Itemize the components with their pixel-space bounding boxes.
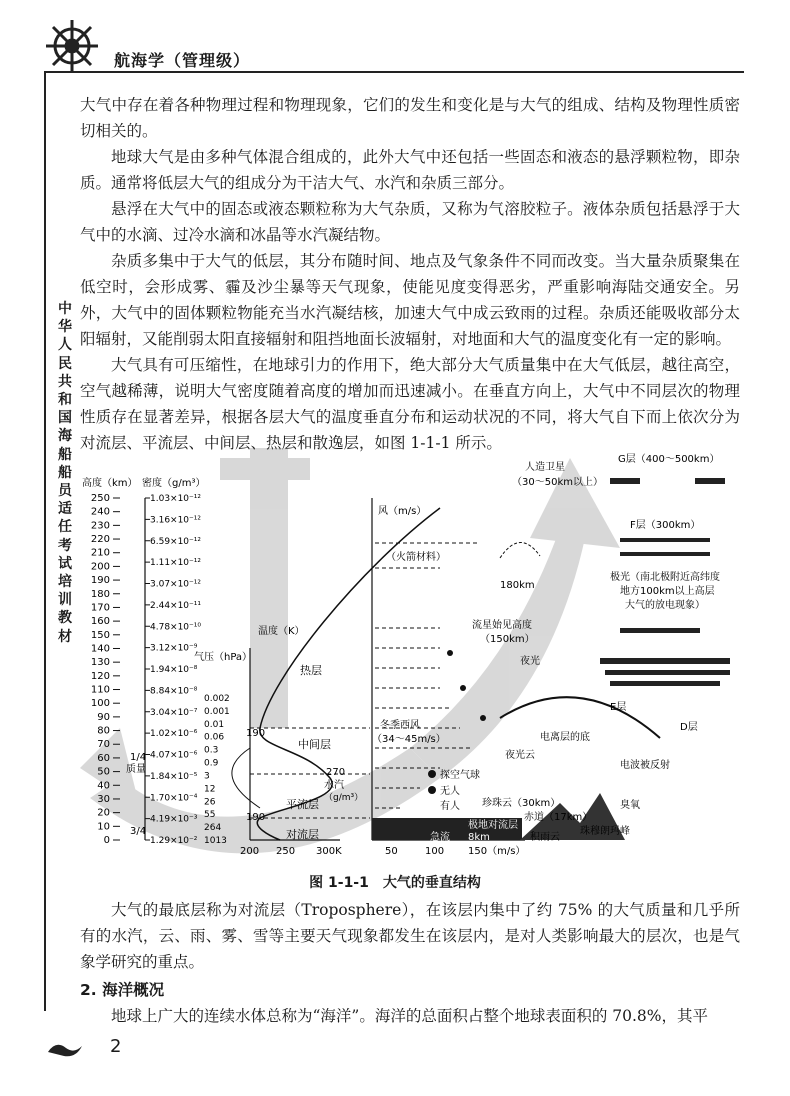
layer-label: 热层 bbox=[300, 664, 322, 677]
height-tick: 30 bbox=[97, 793, 110, 805]
winter-wind-label: （34～45m/s） bbox=[372, 734, 446, 745]
height-tick: 230 bbox=[90, 520, 110, 532]
polar-label: 极地对流层 bbox=[468, 820, 518, 831]
everest-label: 珠穆朗玛峰 bbox=[580, 826, 630, 837]
height-tick: 210 bbox=[90, 547, 110, 559]
height-tick: 100 bbox=[90, 698, 110, 710]
density-tick: 8.84×10⁻⁸ bbox=[150, 686, 198, 697]
height-tick: 120 bbox=[90, 670, 110, 682]
height-tick: 50 bbox=[97, 766, 110, 778]
nacreous-label: 珍珠云（30km） bbox=[482, 798, 561, 809]
density-tick: 4.07×10⁻⁶ bbox=[150, 750, 198, 761]
f-layer-label: F层（300km） bbox=[630, 520, 701, 531]
mass-label: 1/4 bbox=[130, 752, 147, 763]
height-tick: 130 bbox=[90, 657, 110, 669]
running-title: 航海学（管理级） bbox=[114, 51, 251, 70]
rocket-label: （火箭材料） bbox=[386, 552, 446, 563]
density-tick: 1.29×10⁻² bbox=[150, 836, 198, 846]
pressure-tick: 1013 bbox=[204, 836, 227, 846]
mass-label: 3/4 bbox=[130, 826, 147, 837]
mass-label: 质量 bbox=[126, 764, 146, 775]
pressure-tick: 0.01 bbox=[204, 719, 225, 730]
density-tick: 1.94×10⁻⁸ bbox=[150, 665, 198, 675]
aurora-label: 大气的放电现象） bbox=[625, 600, 705, 611]
density-tick: 1.02×10⁻⁶ bbox=[150, 729, 198, 740]
temp-tick: 200 bbox=[240, 846, 260, 857]
temp-mark: 190 bbox=[246, 728, 266, 739]
height-axis-label: 高度（km） bbox=[82, 478, 138, 489]
height-tick: 190 bbox=[90, 575, 110, 587]
vapor-unit: （g/m³） bbox=[324, 793, 364, 803]
pressure-tick: 26 bbox=[204, 797, 216, 808]
cumulonimbus-label: 积雨云 bbox=[530, 832, 560, 843]
meteor-label: 流星始见高度 bbox=[472, 620, 532, 631]
paragraph: 地球上广大的连续水体总称为“海洋”。海洋的总面积占整个地球表面积的 70.8%，其平 bbox=[111, 1007, 709, 1025]
pressure-tick: 55 bbox=[204, 810, 216, 821]
satellite-range: （30～50km以上） bbox=[512, 477, 603, 488]
height-tick: 250 bbox=[90, 493, 110, 504]
paragraph: 地球大气是由多种气体混合组成的，此外大气中还包括一些固态和液态的悬浮颗粒物，即杂质。通常将低层大气的组成分为干洁大气、水汽和杂质三部分。 bbox=[80, 148, 740, 192]
d-layer-label: D层 bbox=[680, 722, 698, 733]
density-tick: 3.04×10⁻⁷ bbox=[150, 707, 198, 718]
height-tick: 0 bbox=[103, 835, 110, 846]
side-rule bbox=[44, 71, 46, 1011]
temp-tick: 300K bbox=[316, 846, 342, 857]
wind-tick: 50 bbox=[385, 846, 398, 857]
height-tick: 60 bbox=[97, 752, 110, 764]
paragraph: 大气中存在着各种物理过程和物理现象，它们的发生和变化是与大气的组成、结构及物理性质密切相关的。 bbox=[80, 96, 740, 140]
density-tick: 1.03×10⁻¹² bbox=[150, 494, 201, 504]
pressure-tick: 0.3 bbox=[204, 745, 219, 756]
header-rule bbox=[44, 71, 744, 73]
body-text-top bbox=[80, 92, 740, 456]
pressure-tick: 264 bbox=[204, 823, 222, 834]
km180-label: 180km bbox=[500, 580, 535, 591]
paragraph: 大气的最底层称为对流层（Troposphere），在该层内集中了约 75% 的大气质量和几乎所有的水汽，云、雨、雾、雪等主要天气现象都发生在该层内，是对人类影响最大的层次，也是气象学研究的重点。 bbox=[80, 901, 740, 971]
radio-reflect-label: 电波被反射 bbox=[620, 760, 670, 771]
density-ticks bbox=[145, 494, 201, 846]
vapor-label: 水汽 bbox=[324, 780, 344, 791]
density-tick: 3.12×10⁻⁹ bbox=[150, 643, 198, 654]
ozone-label: 臭氧 bbox=[620, 800, 640, 811]
ship-wheel-icon bbox=[44, 18, 100, 74]
noctilucent-label: 夜光云 bbox=[505, 750, 535, 761]
height-tick: 20 bbox=[97, 807, 110, 819]
height-tick: 40 bbox=[97, 780, 110, 792]
paragraph: 大气具有可压缩性，在地球引力的作用下，绝大部分大气质量集中在大气低层，越往高空，空气越稀薄，说明大气密度随着高度的增加而迅速减小。在垂直方向上，大气中不同层次的物理性质存在显著差异，根据各层大气的温度垂直分布和运动状况的不同，将大气自下而上依次分为对流层、平流层、中间层、热层和散逸层，如图 1-1-1 所示。 bbox=[80, 356, 740, 452]
density-tick: 4.78×10⁻¹⁰ bbox=[150, 622, 201, 633]
winter-wind-label: 冬季西风 bbox=[380, 720, 420, 731]
aurora-label: 极光（南北极附近高纬度 bbox=[610, 572, 720, 583]
height-tick: 110 bbox=[90, 684, 110, 696]
pressure-tick: 0.9 bbox=[204, 758, 219, 769]
density-tick: 1.84×10⁻⁵ bbox=[150, 771, 198, 782]
aurora-label: 地方100km以上高层 bbox=[620, 586, 715, 597]
temp-tick: 250 bbox=[276, 846, 296, 857]
manned-label: 有人 bbox=[440, 801, 460, 812]
height-tick: 90 bbox=[97, 711, 110, 723]
night-glow-label: 夜光 bbox=[520, 656, 540, 667]
section-heading: 2. 海洋概况 bbox=[80, 981, 165, 999]
ionosphere-base-label: 电离层的底 bbox=[540, 732, 590, 743]
density-tick: 1.70×10⁻⁴ bbox=[150, 793, 198, 804]
page-header bbox=[0, 0, 790, 90]
pressure-tick: 0.001 bbox=[204, 706, 230, 717]
g-layer-label: G层（400～500km） bbox=[618, 454, 720, 465]
height-tick: 240 bbox=[90, 506, 110, 518]
turbulence-label: 急流 bbox=[430, 832, 450, 843]
density-tick: 4.19×10⁻³ bbox=[150, 814, 198, 825]
layer-label: 对流层 bbox=[286, 828, 319, 841]
height-tick: 220 bbox=[90, 534, 110, 546]
density-tick: 3.07×10⁻¹² bbox=[150, 579, 201, 590]
equator-label: 赤道（17km） bbox=[524, 812, 593, 823]
meteor-label: （150km） bbox=[480, 634, 535, 645]
temp-mark: 270 bbox=[326, 767, 346, 778]
height-tick: 80 bbox=[97, 725, 110, 737]
height-tick: 70 bbox=[97, 739, 110, 751]
body-text-bottom bbox=[80, 897, 740, 1029]
vapor-curve bbox=[232, 748, 260, 808]
density-tick: 6.59×10⁻¹² bbox=[150, 536, 201, 547]
height-tick: 150 bbox=[90, 629, 110, 641]
temp-mark: 190 bbox=[246, 812, 266, 823]
wind-tick: 150（m/s） bbox=[468, 846, 526, 857]
pressure-tick: 0.002 bbox=[204, 694, 230, 704]
wind-tick: 100 bbox=[425, 846, 445, 857]
balloon-label: 探空气球 bbox=[440, 770, 480, 781]
wind-arrows bbox=[375, 543, 480, 808]
layer-label: 中间层 bbox=[298, 738, 331, 751]
paragraph: 杂质多集中于大气的低层，其分布随时间、地点及气象条件不同而改变。当大量杂质聚集在低空时，会形成雾、霾及沙尘暴等天气现象，使能见度变得恶劣，严重影响海陆交通安全。另外，大气中的固体颗粒物能充当水汽凝结核，加速大气中成云致雨的过程。杂质还能吸收部分太阳辐射，又能削弱太阳直接辐射和阻挡地面长波辐射，对地面和大气的温度变化有一定的影响。 bbox=[80, 252, 740, 348]
km8-label: 8km bbox=[468, 832, 490, 843]
e-layer-label: E层 bbox=[610, 702, 627, 713]
temperature-axis-label: 温度（K） bbox=[258, 626, 305, 637]
paragraph: 悬浮在大气中的固态或液态颗粒称为大气杂质，又称为气溶胶粒子。液体杂质包括悬浮于大气中的水滴、过冷水滴和冰晶等水汽凝结物。 bbox=[80, 200, 740, 244]
pressure-tick: 3 bbox=[204, 771, 210, 782]
pressure-tick: 12 bbox=[204, 784, 216, 795]
wave-icon bbox=[46, 1038, 90, 1060]
height-tick: 200 bbox=[90, 561, 110, 573]
pressure-tick: 0.06 bbox=[204, 732, 225, 743]
density-tick: 1.11×10⁻¹² bbox=[150, 558, 201, 569]
height-tick: 160 bbox=[90, 616, 110, 628]
series-title: 中华人民共和国海船船员适任考试培训教材 bbox=[58, 301, 72, 645]
height-tick: 170 bbox=[90, 602, 110, 614]
satellite-label: 人造卫星 bbox=[525, 462, 565, 473]
unmanned-label: 无人 bbox=[440, 786, 460, 797]
pressure-axis-label: 气压（hPa） bbox=[194, 652, 253, 663]
height-tick: 140 bbox=[90, 643, 110, 655]
height-tick: 10 bbox=[97, 821, 110, 833]
layer-label: 平流层 bbox=[286, 798, 319, 811]
page-number: 2 bbox=[110, 1036, 122, 1057]
atmosphere-structure-figure bbox=[80, 448, 760, 868]
wind-axis-label: 风（m/s） bbox=[378, 506, 427, 517]
figure-caption: 图 1-1-1 大气的垂直结构 bbox=[309, 875, 481, 891]
density-tick: 2.44×10⁻¹¹ bbox=[150, 600, 201, 611]
density-tick: 3.16×10⁻¹² bbox=[150, 515, 201, 526]
height-tick: 180 bbox=[90, 588, 110, 600]
density-axis-label: 密度（g/m³） bbox=[142, 478, 206, 489]
